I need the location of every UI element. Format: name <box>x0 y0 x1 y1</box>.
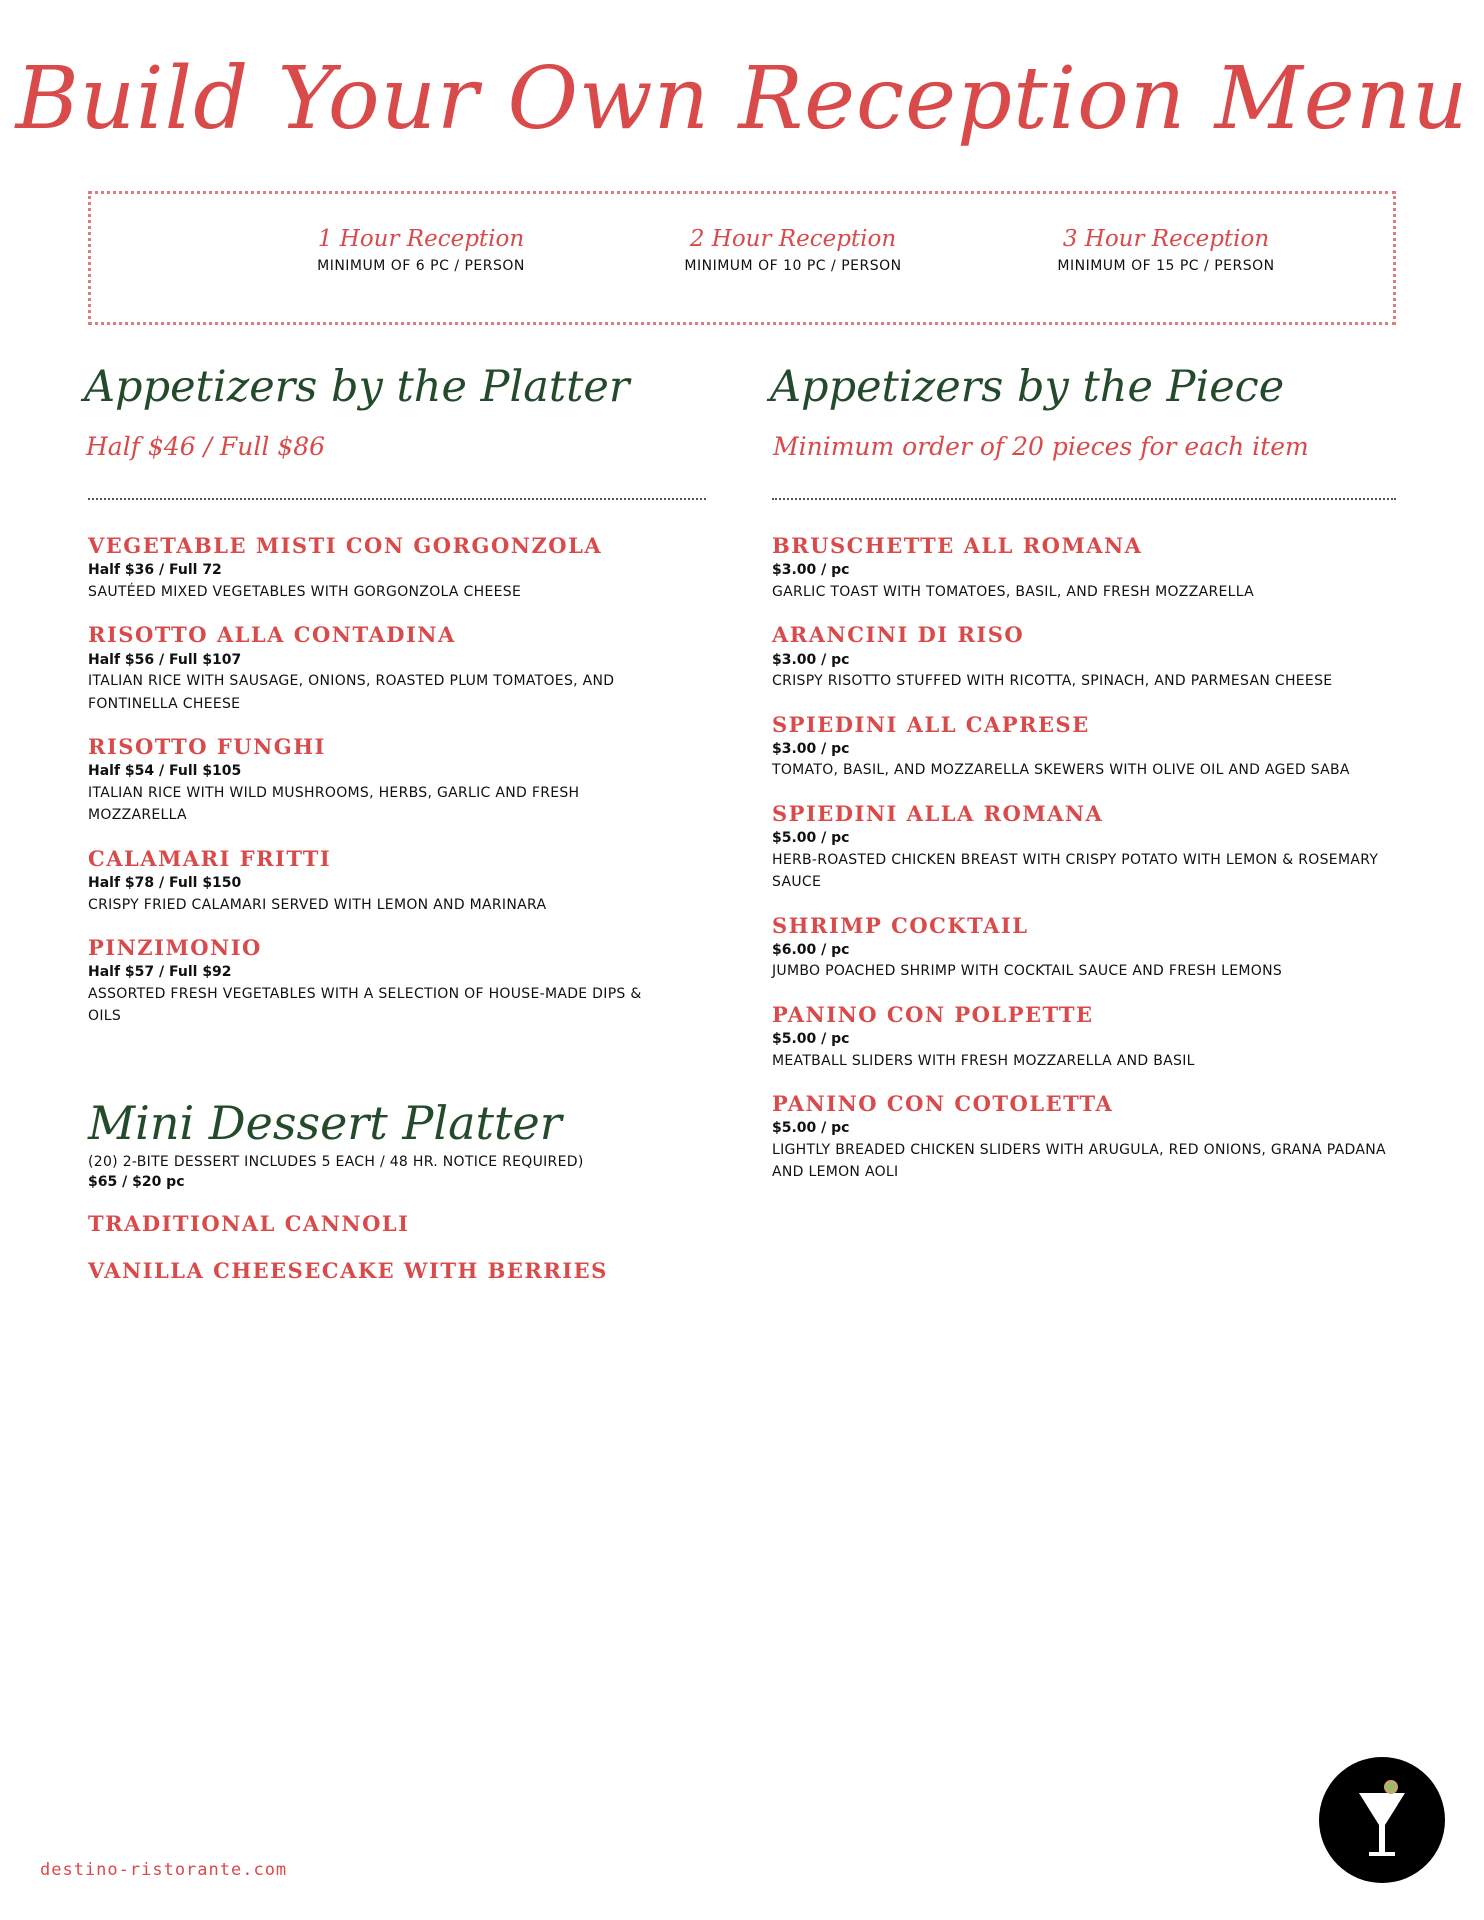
reception-options-box <box>88 191 1396 325</box>
website-link[interactable]: destino-ristorante.com <box>40 1860 288 1880</box>
platter-heading: Appetizers by the Platter <box>84 362 630 412</box>
piece-item <box>772 532 1412 603</box>
item-description: GARLIC TOAST WITH TOMATOES, BASIL, AND FRESH MOZZARELLA <box>772 583 1255 600</box>
dessert-section <box>88 1098 648 1305</box>
item-price: $6.00 / pc <box>772 941 850 958</box>
item-description: SAUTÉED MIXED VEGETABLES WITH GORGONZOLA CHEESE <box>88 583 522 600</box>
piece-item <box>772 1001 1412 1072</box>
item-description: CRISPY RISOTTO STUFFED WITH RICOTTA, SPINACH, AND PARMESAN CHEESE <box>772 673 1333 690</box>
reception-title: 1 Hour Reception <box>317 226 525 252</box>
dessert-item: VANILLA CHEESECAKE WITH BERRIES <box>88 1257 608 1283</box>
item-description: TOMATO, BASIL, AND MOZZARELLA SKEWERS WITH OLIVE OIL AND AGED SABA <box>772 762 1350 779</box>
item-name: SHRIMP COCKTAIL <box>772 912 1029 938</box>
piece-item <box>772 800 1412 894</box>
piece-item <box>772 621 1412 692</box>
item-price: $3.00 / pc <box>772 562 850 579</box>
item-name: RISOTTO ALLA CONTADINA <box>88 622 456 648</box>
reception-title: 3 Hour Reception <box>1062 226 1270 252</box>
piece-heading: Appetizers by the Piece <box>770 362 1285 412</box>
piece-list <box>772 532 1412 1202</box>
platter-list <box>88 532 668 1046</box>
dessert-heading: Mini Dessert Platter <box>88 1096 562 1150</box>
dessert-item: TRADITIONAL CANNOLI <box>88 1210 410 1236</box>
reception-option-3 <box>1001 226 1331 274</box>
item-price: Half $78 / Full $150 <box>88 874 242 891</box>
item-description: JUMBO POACHED SHRIMP WITH COCKTAIL SAUCE AND FRESH LEMONS <box>772 963 1283 980</box>
item-price: $5.00 / pc <box>772 830 850 847</box>
item-description: ASSORTED FRESH VEGETABLES WITH A SELECTION OF HOUSE-MADE DIPS & OILS <box>88 985 642 1025</box>
platter-item <box>88 621 668 715</box>
item-price: Half $56 / Full $107 <box>88 651 242 668</box>
piece-divider <box>772 498 1396 500</box>
martini-glass-svg <box>1319 1757 1445 1883</box>
reception-option-1 <box>256 226 586 274</box>
item-description: CRISPY FRIED CALAMARI SERVED WITH LEMON AND MARINARA <box>88 896 547 913</box>
reception-minimum: MINIMUM OF 15 PC / PERSON <box>1057 257 1275 274</box>
item-name: PANINO CON COTOLETTA <box>772 1091 1114 1117</box>
item-name: CALAMARI FRITTI <box>88 845 332 871</box>
piece-item <box>772 1090 1412 1184</box>
item-name: BRUSCHETTE ALL ROMANA <box>772 533 1143 558</box>
item-name: SPIEDINI ALLA ROMANA <box>772 800 1104 826</box>
item-description: ITALIAN RICE WITH WILD MUSHROOMS, HERBS, GARLIC AND FRESH MOZZARELLA <box>88 784 580 824</box>
item-price: Half $54 / Full $105 <box>88 763 242 780</box>
item-name: ARANCINI DI RISO <box>772 622 1025 648</box>
dessert-note: (20) 2-BITE DESSERT INCLUDES 5 EACH / 48 HR. NOTICE REQUIRED) <box>88 1153 584 1170</box>
item-price: $3.00 / pc <box>772 740 850 757</box>
piece-subheading: Minimum order of 20 pieces for each item <box>773 432 1309 461</box>
platter-subheading: Half $46 / Full $86 <box>86 432 326 461</box>
item-price: Half $57 / Full $92 <box>88 964 232 981</box>
piece-item <box>772 711 1412 782</box>
dessert-price: $65 / $20 pc <box>88 1173 185 1190</box>
item-price: $5.00 / pc <box>772 1031 850 1048</box>
item-price: $5.00 / pc <box>772 1120 850 1137</box>
item-name: RISOTTO FUNGHI <box>88 733 326 759</box>
item-name: SPIEDINI ALL CAPRESE <box>772 711 1090 737</box>
item-description: HERB-ROASTED CHICKEN BREAST WITH CRISPY POTATO WITH LEMON & ROSEMARY SAUCE <box>772 851 1379 891</box>
page-title: Build Your Own Reception Menu <box>15 49 1469 149</box>
item-description: ITALIAN RICE WITH SAUSAGE, ONIONS, ROASTED PLUM TOMATOES, AND FONTINELLA CHEESE <box>88 673 615 712</box>
piece-item <box>772 912 1412 983</box>
reception-title: 2 Hour Reception <box>689 226 897 252</box>
item-name: VEGETABLE MISTI CON GORGONZOLA <box>88 533 603 558</box>
platter-divider <box>88 498 706 500</box>
reception-minimum: MINIMUM OF 6 PC / PERSON <box>317 257 525 274</box>
platter-item <box>88 733 668 827</box>
item-name: PANINO CON POLPETTE <box>772 1001 1094 1027</box>
item-description: LIGHTLY BREADED CHICKEN SLIDERS WITH ARUGULA, RED ONIONS, GRANA PADANA AND LEMON AOLI <box>772 1141 1386 1181</box>
item-price: Half $36 / Full 72 <box>88 562 222 579</box>
reception-option-2 <box>628 226 958 274</box>
item-description: MEATBALL SLIDERS WITH FRESH MOZZARELLA AND BASIL <box>772 1052 1195 1069</box>
item-price: $3.00 / pc <box>772 651 850 668</box>
platter-item <box>88 845 668 916</box>
platter-item <box>88 934 668 1028</box>
reception-minimum: MINIMUM OF 10 PC / PERSON <box>684 257 902 274</box>
martini-glass-icon <box>1319 1757 1445 1883</box>
item-name: PINZIMONIO <box>88 934 262 960</box>
platter-item <box>88 532 668 603</box>
